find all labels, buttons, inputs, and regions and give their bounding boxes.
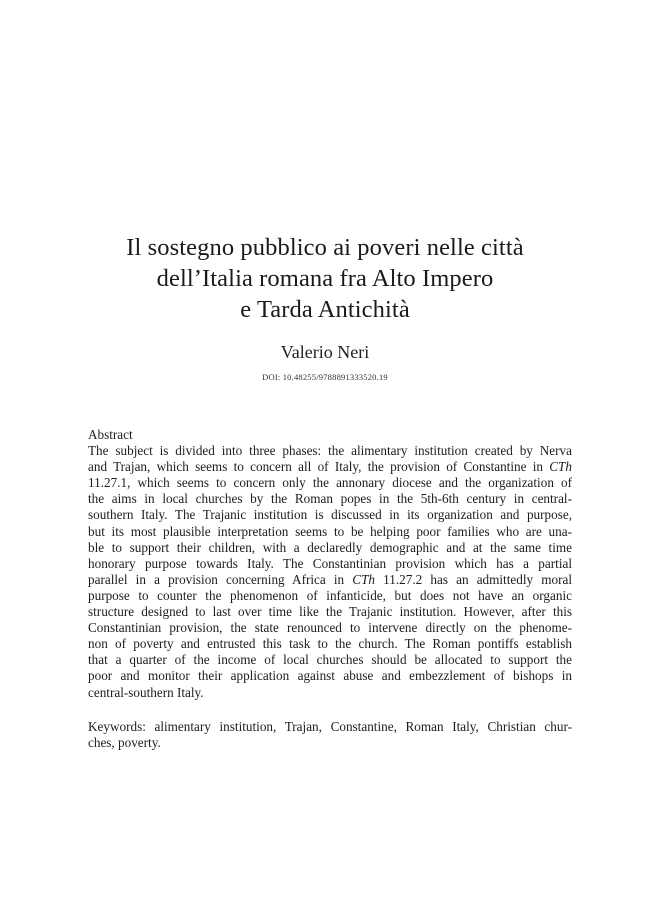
abstract-text: poor and monitor their application against abuse and embezzlement of bishops in [88, 668, 572, 684]
abstract-line [88, 507, 572, 523]
abstract-italic-text: CTh [352, 571, 376, 587]
title-line: e Tarda Antichità [240, 296, 410, 323]
title-line: Il sostegno pubblico ai poveri nelle città [126, 234, 524, 261]
abstract-line [88, 475, 572, 491]
abstract-line [88, 652, 572, 668]
abstract-text: structure designed to last over time like the Trajanic institution. However, after this [88, 604, 572, 620]
author-name: Valerio Neri [280, 342, 370, 362]
keywords-line: Keywords: alimentary institution, Trajan, Constantine, Roman Italy, Christian chur- [88, 719, 572, 734]
abstract-text: but its most plausible interpretation seems to be helping poor families who are una- [88, 523, 572, 539]
abstract-line [88, 491, 572, 507]
abstract-text: and Trajan, which seems to concern all of Italy, the provision of Constantine in [88, 459, 550, 475]
abstract-text: non of poverty and entrusted this task to the church. The Roman pontiffs establish [88, 636, 572, 652]
abstract-text: The subject is divided into three phases: the alimentary institution created by Nerva [88, 443, 572, 459]
abstract-line [88, 685, 572, 701]
abstract-line [88, 588, 572, 604]
abstract-text: 11.27.2 has an admittedly moral [375, 571, 572, 587]
abstract-text: honorary purpose towards Italy. The Constantinian provision which has a partial [88, 555, 572, 571]
abstract-line [88, 572, 572, 588]
abstract-text: parallel in a provision concerning Africa in [88, 571, 353, 587]
abstract-line [88, 668, 572, 684]
abstract-text: ble to support their children, with a declaredly demographic and at the same time [88, 539, 572, 555]
abstract-heading: Abstract [88, 427, 133, 442]
keywords-line: ches, poverty. [88, 735, 161, 751]
title-line: dell’Italia romana fra Alto Impero [156, 265, 494, 292]
abstract-text: purpose to counter the phenomenon of infanticide, but does not have an organic [88, 587, 572, 603]
abstract-line [88, 524, 572, 540]
abstract-line [88, 443, 572, 459]
abstract-line [88, 620, 572, 636]
abstract-line [88, 556, 572, 572]
abstract-text: southern Italy. The Trajanic institution is discussed in its organization and purpose, [88, 507, 572, 523]
paper-title [0, 232, 650, 325]
keywords-section [88, 719, 572, 751]
doi-label: DOI: 10.48255/9788891333520.19 [262, 372, 388, 382]
abstract-section [88, 427, 572, 701]
abstract-line [88, 540, 572, 556]
abstract-text: the aims in local churches by the Roman popes in the 5th-6th century in central- [88, 491, 572, 507]
abstract-text: that a quarter of the income of local churches should be allocated to support the [88, 652, 572, 668]
abstract-line [88, 636, 572, 652]
abstract-text: Constantinian provision, the state renounced to intervene directly on the phenome- [88, 620, 572, 636]
abstract-line [88, 604, 572, 620]
abstract-text: 11.27.1, which seems to concern only the annonary diocese and the organization of [88, 475, 572, 491]
abstract-body [88, 443, 572, 701]
abstract-line [88, 459, 572, 475]
abstract-italic-text: CTh [549, 459, 572, 475]
abstract-text: central-southern Italy. [88, 684, 204, 700]
